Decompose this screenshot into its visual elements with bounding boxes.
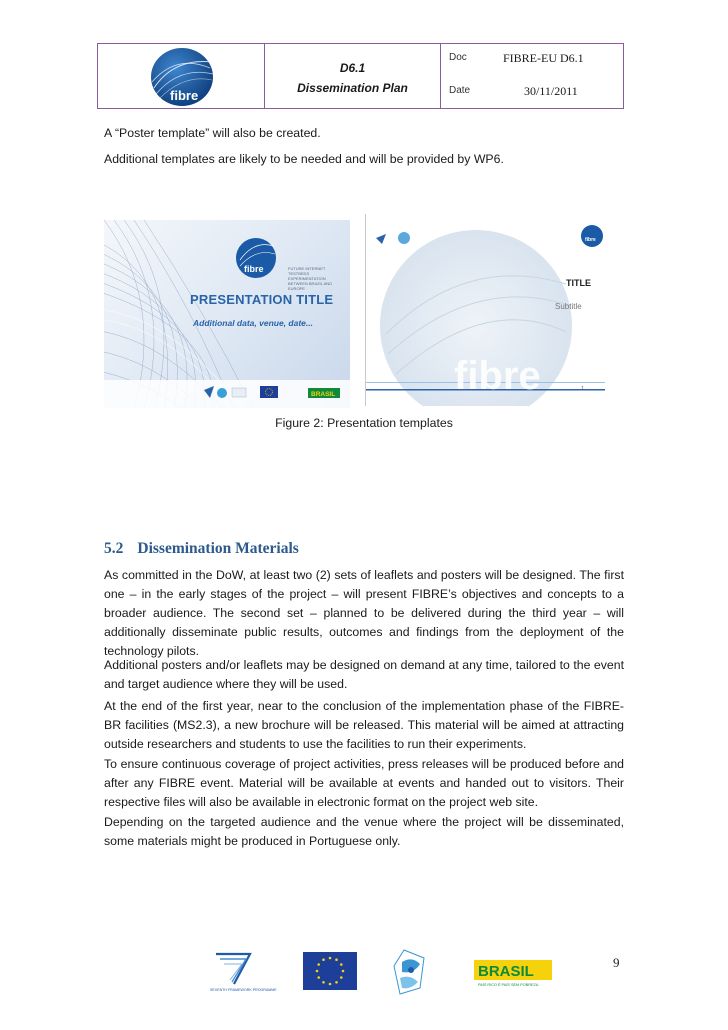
slide-logo-text: fibre <box>244 264 264 274</box>
slide-brasil-label: BRASIL <box>311 391 336 398</box>
slide-subtitle: Additional data, venue, date... <box>193 318 313 328</box>
content-slide-subtitle: Subtitle <box>555 302 582 311</box>
header-logo-cell <box>98 44 265 108</box>
doc-value: FIBRE-EU D6.1 <box>503 51 584 65</box>
section-heading <box>104 540 299 558</box>
page-number: 9 <box>613 955 620 970</box>
intro-paragraph-1: A “Poster template” will also be created. <box>104 126 321 140</box>
doc-id: D6.1 <box>339 61 366 75</box>
footer-brasil-tagline: PAÍS RICO É PAÍS SEM POBREZA <box>478 983 539 987</box>
fibre-logo <box>134 48 230 106</box>
header-meta-cell <box>441 44 623 108</box>
content-slide-title: TITLE <box>566 278 591 288</box>
brasil-logo <box>474 960 552 987</box>
section-paragraph-5: Depending on the targeted audience and the venue where the project will be disseminated, some materials might be produced in Portuguese only. <box>104 815 624 848</box>
doc-title: Dissemination Plan <box>297 81 408 95</box>
cube-logo-icon <box>394 950 424 994</box>
header-doc-row <box>441 44 623 77</box>
logo-text: fibre <box>170 88 199 103</box>
section-paragraph-4: To ensure continuous coverage of project activities, press releases will be produced before and after any FIBRE event. Material will be available at events and handed out to visitors. Their respective files will also be available in electronic format on the project web site. <box>104 757 624 809</box>
slide-description: FUTURE INTERNET TESTBEDS EXPERIMENTATION BETWEEN BRAZIL AND EUROPE <box>288 266 333 291</box>
section-paragraph-1: As committed in the DoW, at least two (2) sets of leaflets and posters will be designed. The first one – in the early stages of the project – will present FIBRE’s objectives and concepts to a broader audience. The second set – planned to be delivered during the third year – will additionally disseminate public results, outcomes and findings from the deployment of the technology pilots. <box>104 568 624 658</box>
footer-logos <box>206 946 566 996</box>
footer-brasil-label: BRASIL <box>478 963 534 980</box>
fp7-logo <box>210 954 277 992</box>
date-value: 30/11/2011 <box>524 83 578 98</box>
section-paragraph-3: At the end of the first year, near to the conclusion of the implementation phase of the FIBRE-BR facilities (MS2.3), a new brochure will be released. This material will be aimed at attracting outside researchers and students to use the facilities to run their experiments. <box>104 699 624 751</box>
intro-paragraph-2: Additional templates are likely to be needed and will be provided by WP6. <box>104 152 504 166</box>
date-label: Date <box>449 84 471 96</box>
eu-flag-icon <box>303 952 357 990</box>
doc-label: Doc <box>449 52 467 63</box>
slide-title: PRESENTATION TITLE <box>190 292 334 307</box>
section-paragraph-2: Additional posters and/or leaflets may be designed on demand at any time, tailored to the event and target audience where they will be used. <box>104 658 624 691</box>
content-slide-page: 1 <box>581 386 584 392</box>
section-number: 5.2 <box>104 540 124 557</box>
header-date-row <box>441 77 623 109</box>
header-title-cell <box>265 44 441 108</box>
fp7-label: SEVENTH FRAMEWORK PROGRAMME <box>210 988 277 992</box>
slide-swirl-background <box>104 220 350 408</box>
content-template-slide <box>365 214 605 406</box>
content-slide-watermark: fibre <box>454 354 541 398</box>
figure-caption: Figure 2: Presentation templates <box>275 416 453 430</box>
document-header <box>97 43 624 109</box>
presentation-template-slide <box>104 220 350 408</box>
section-title: Dissemination Materials <box>137 540 299 557</box>
content-slide-logo-text: fibre <box>585 237 596 243</box>
